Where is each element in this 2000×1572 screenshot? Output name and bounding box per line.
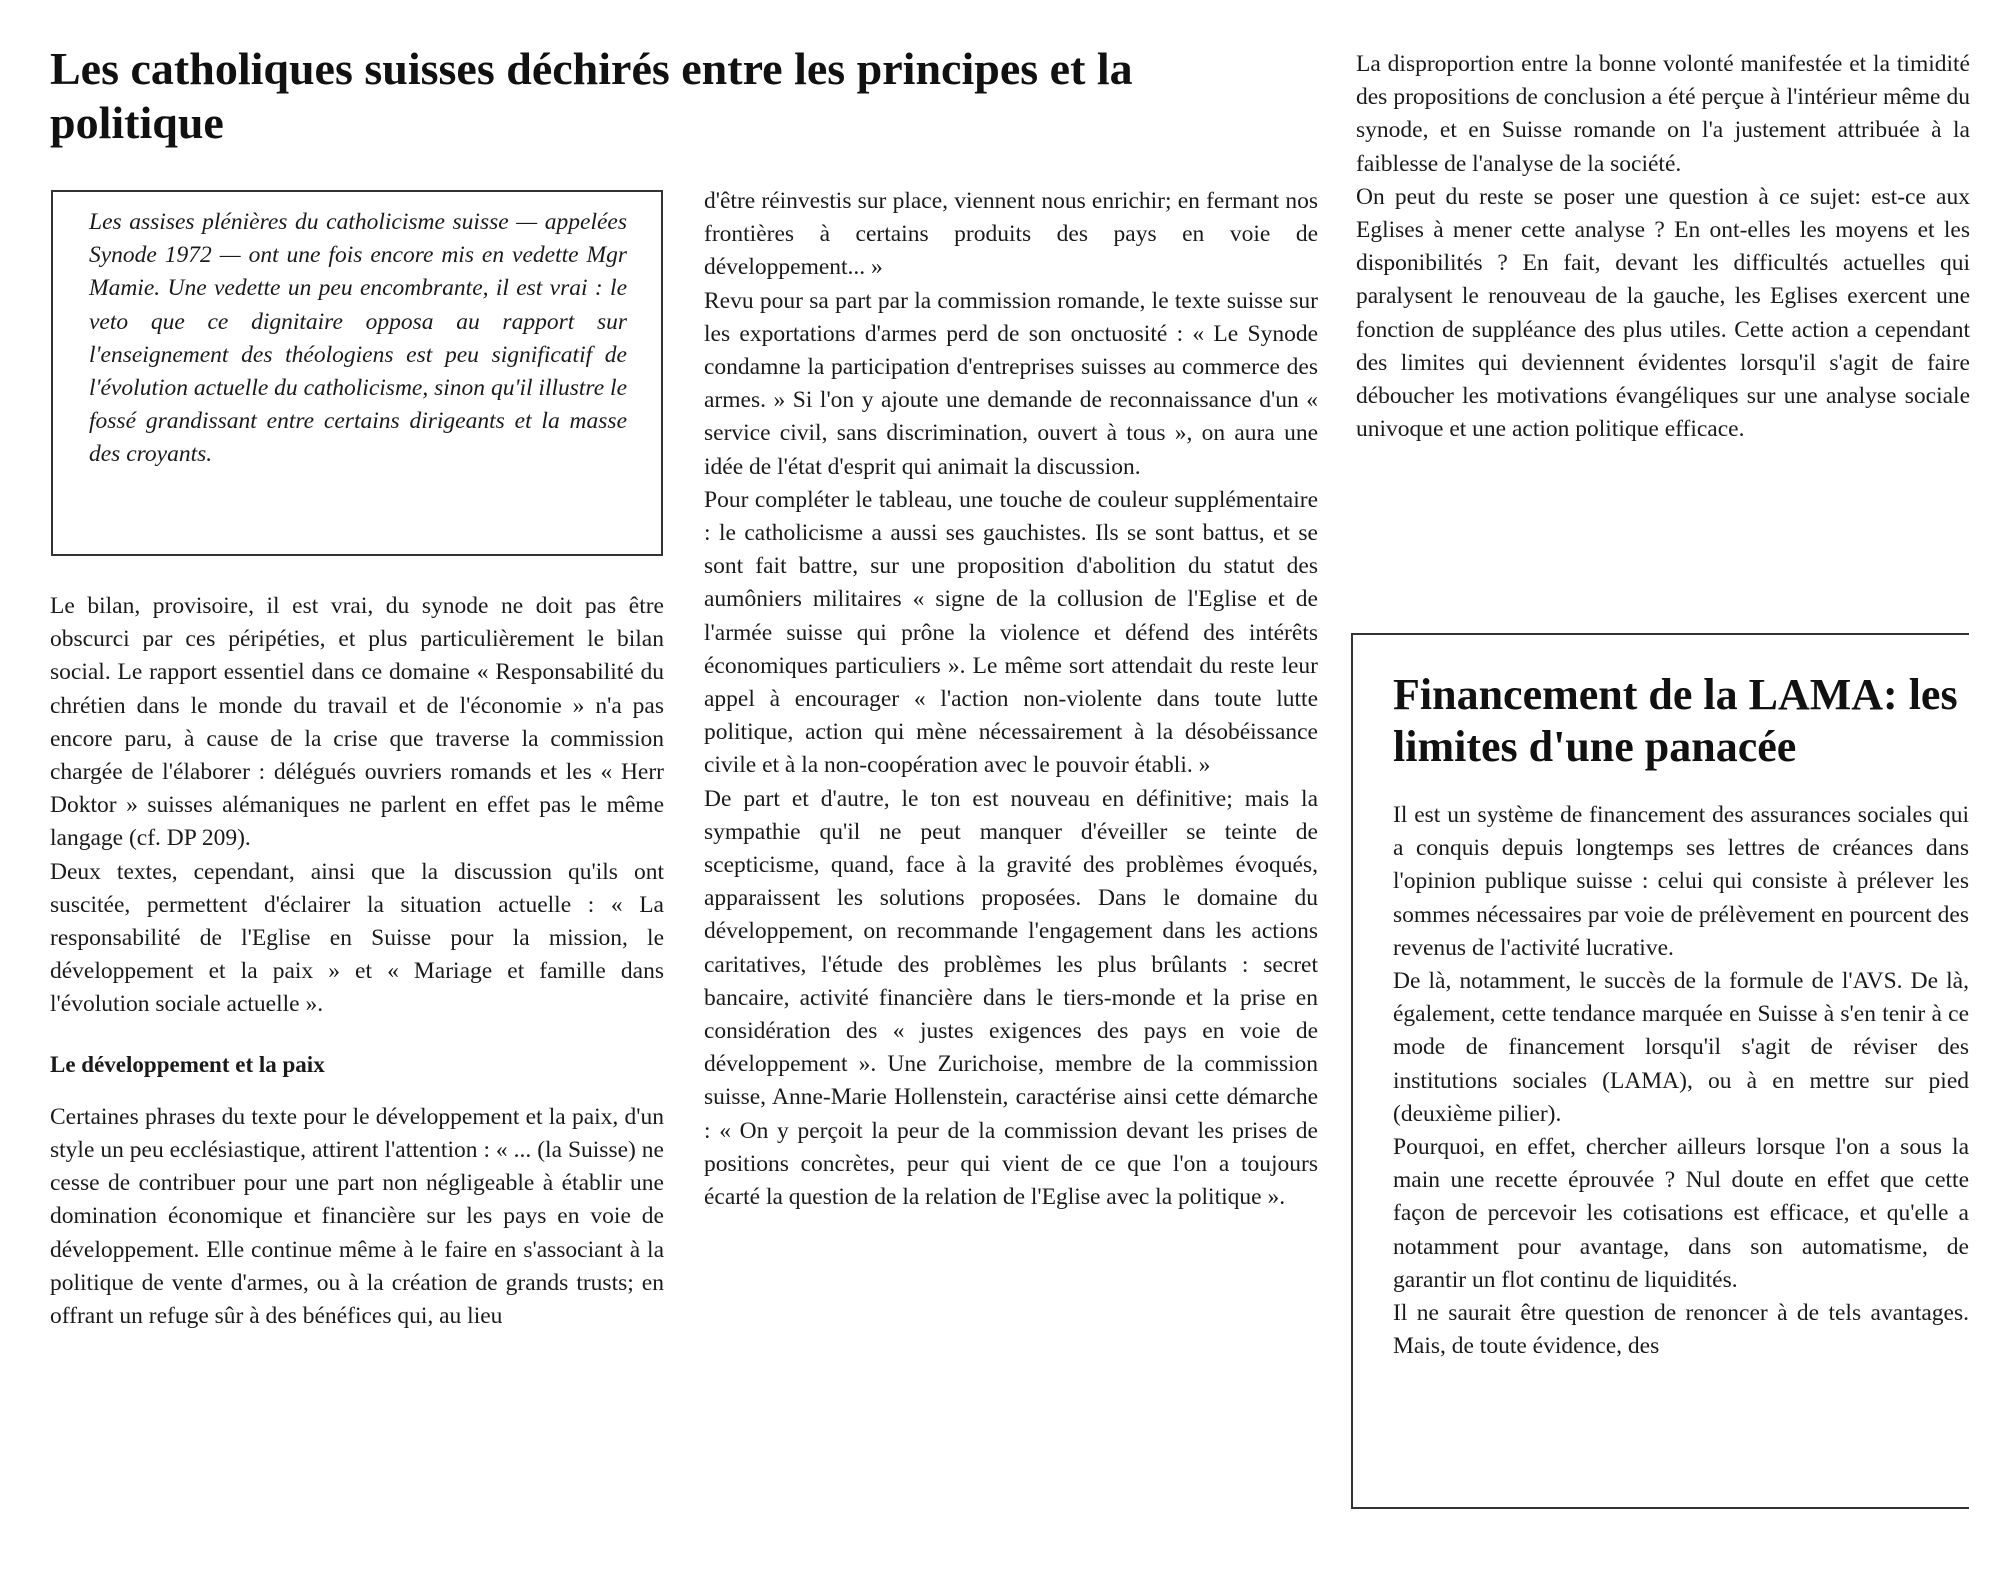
paragraph: De part et d'autre, le ton est nouveau en définitive; mais la sympathie qu'il ne peut manquer d'éveiller se teinte de scepticisme, quand, face à la gravité des problèmes évoqués, apparaissent les solutions proposées. Dans le domaine du développement, on recommande l'engagement dans les actions caritatives, l'étude des problèmes les plus brûlants : secret bancaire, activité financière dans le tiers-monde et la prise en considération des « justes exigences des pays en voie de développement ». Une Zurichoise, membre de la commission suisse, Anne-Marie Hollenstein, caractérise ainsi cette démarche : « On y perçoit la peur de la commission devant les prises de positions concrètes, peur qui vient de ce que l'on a toujours écarté la question de la relation de l'Eglise avec la politique ». — [704, 785, 1318, 1211]
paragraph: Revu pour sa part par la commission romande, le texte suisse sur les exportations d'armes perd de son onctuosité : « Le Synode condamne la participation d'entreprises suisses au commerce des armes. » Si l'on y ajoute une demande de reconnaissance d'un « service civil, sans discrimination, ouvert à tous », on aura une idée de l'état d'esprit qui animait la discussion. — [704, 287, 1318, 480]
paragraph: Pour compléter le tableau, une touche de couleur supplémentaire : le catholicisme a aussi ses gauchistes. Ils se sont battus, et se sont fait battre, sur une proposition d'abolition du statut des aumôniers militaires « signe de la collusion de l'Eglise et de l'armée suisse qui prône la violence et défend des intérêts économiques particuliers ». Le même sort attendait du reste leur appel à encourager « l'action non-violente dans toute lutte politique, action qui mène nécessairement à la désobéissance civile et à la non-coopération avec le pouvoir établi. » — [704, 486, 1318, 779]
paragraph: d'être réinvestis sur place, viennent nous enrichir; en fermant nos frontières à certains produits des pays en voie de développement... » — [704, 188, 1318, 281]
paragraph: La disproportion entre la bonne volonté manifestée et la timidité des propositions de conclusion a été perçue à l'intérieur même du synode, et en Suisse romande on l'a justement attribuée à la faiblesse de l'analyse de la société. — [1356, 51, 1970, 177]
article-title: Les catholiques suisses déchirés entre les principes et la politique — [50, 43, 1133, 148]
paragraph: Il ne saurait être question de renoncer à de tels avantages. Mais, de toute évidence, des — [1393, 1300, 1969, 1360]
intro-text: Les assises plénières du catholicisme suisse — appelées Synode 1972 — ont une fois encore mis en vedette Mgr Mamie. Une vedette un peu encombrante, il est vrai : le veto que ce dignitaire opposa au rapport sur l'enseignement des théologiens est peu significatif de l'évolution actuelle du catholicisme, sinon qu'il illustre le fossé grandissant entre certains dirigeants et la masse des croyants. — [89, 209, 627, 468]
intro-box — [51, 190, 663, 556]
sidebar-title: Financement de la LAMA: les limites d'une panacée — [1393, 670, 1958, 771]
article-column-1 — [50, 590, 664, 1333]
paragraph: Pourquoi, en effet, chercher ailleurs lorsque l'on a sous la main une recette éprouvée ? Nul doute en effet que cette façon de percevoir les cotisations est efficace, et qu'elle a notamment pour avantage, dans son automatisme, de garantir un flot continu de liquidités. — [1393, 1134, 1969, 1293]
sidebar-text — [1393, 799, 1969, 1363]
article-column-3 — [1356, 48, 1970, 446]
sidebar-article-box — [1351, 633, 1969, 1509]
paragraph: On peut du reste se poser une question à ce sujet: est-ce aux Eglises à mener cette analyse ? En ont-elles les moyens et les disponibilités ? En fait, devant les difficultés actuelles qui paralysent le renouveau de la gauche, les Eglises exercent une fonction de suppléance des plus utiles. Cette action a cependant des limites qui deviennent évidentes lorsqu'il s'agit de faire déboucher les motivations évangéliques sur une analyse sociale univoque et une action politique efficace. — [1356, 183, 1970, 443]
paragraph: Il est un système de financement des assurances sociales qui a conquis depuis longtemps ses lettres de créances dans l'opinion publique suisse : celui qui consiste à prélever les sommes nécessaires par voie de prélèvement en pourcent des revenus de l'activité lucrative. — [1393, 802, 1969, 961]
paragraph: Certaines phrases du texte pour le développement et la paix, d'un style un peu ecclésiastique, attirent l'attention : « ... (la Suisse) ne cesse de contribuer pour une part non négligeable à établir une domination économique et financière sur les pays en voie de développement. Elle continue même à le faire en s'associant à la politique de vente d'armes, ou à la création de grands trusts; en offrant un refuge sûr à des bénéfices qui, au lieu — [50, 1103, 664, 1330]
article-column-2 — [704, 185, 1318, 1214]
section-subheading: Le développement et la paix — [50, 1051, 325, 1077]
paragraph: De là, notamment, le succès de la formule de l'AVS. De là, également, cette tendance marquée en Suisse à s'en tenir à ce mode de financement lorsqu'il s'agit de réviser des institutions sociales (LAMA), ou à en mettre sur pied (deuxième pilier). — [1393, 968, 1969, 1127]
paragraph: Le bilan, provisoire, il est vrai, du synode ne doit pas être obscurci par ces péripéties, et plus particulièrement le bilan social. Le rapport essentiel dans ce domaine « Responsabilité du chrétien dans le monde du travail et de l'économie » n'a pas encore paru, à cause de la crise que traverse la commission chargée de l'élaborer : délégués ouvriers romands et les « Herr Doktor » suisses alémaniques ne parlent en effet pas le même langage (cf. DP 209). — [50, 593, 664, 852]
paragraph: Deux textes, cependant, ainsi que la discussion qu'ils ont suscitée, permettent d'éclairer la situation actuelle : « La responsabilité de l'Eglise en Suisse pour la mission, le développement et la paix » et « Mariage et famille dans l'évolution sociale actuelle ». — [50, 858, 664, 1018]
